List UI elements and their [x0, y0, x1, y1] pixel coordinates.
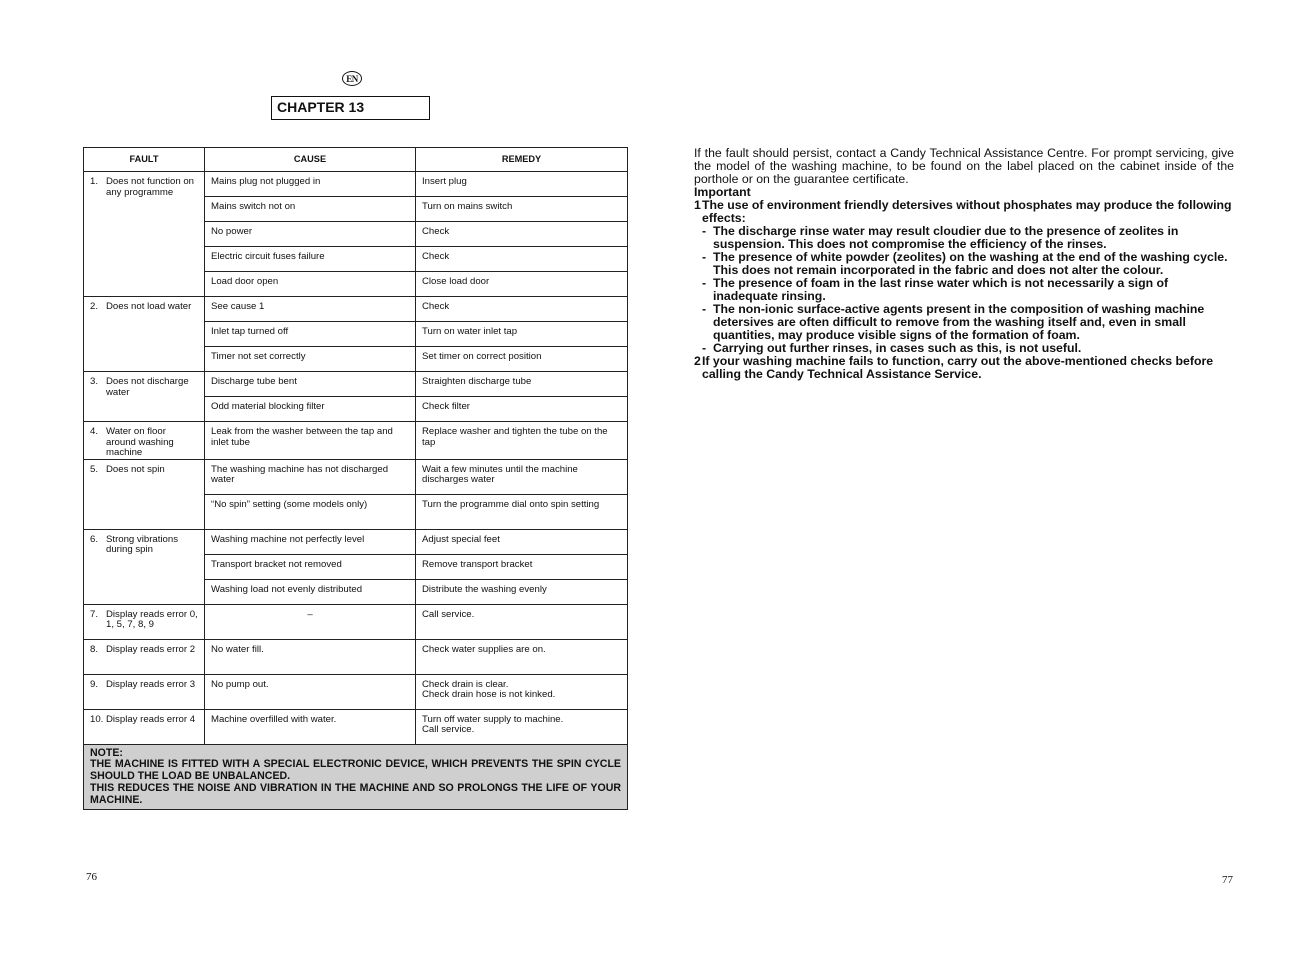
- page-number-left: 76: [86, 871, 97, 883]
- important-item: [694, 199, 1234, 355]
- table-row: [84, 297, 628, 322]
- cause-cell: Odd material blocking filter: [205, 397, 416, 422]
- effect-text: Carrying out further rinses, in cases such as this, is not useful.: [713, 341, 1082, 355]
- effect-item: [702, 303, 1234, 342]
- dash-bullet: -: [702, 276, 707, 290]
- effect-item: [702, 225, 1234, 251]
- fault-cell: [84, 604, 205, 639]
- effect-text: The presence of white powder (zeolites) on the washing at the end of the washing cycle. This does not remain incorporated in the fabric and does not alter the colour.: [713, 250, 1228, 277]
- header-cause: CAUSE: [205, 148, 416, 172]
- chapter-title: CHAPTER 13: [271, 96, 430, 120]
- table-row: [84, 709, 628, 744]
- table-row: [84, 372, 628, 397]
- effect-text: The non-ionic surface-active agents present in the composition of washing machine detersives are often difficult to remove from the washing itself and, even in small quantities, may produce visible signs of the formation of foam.: [713, 302, 1205, 342]
- remedy-cell: Remove transport bracket: [416, 554, 628, 579]
- remedy-cell: Distribute the washing evenly: [416, 579, 628, 604]
- remedy-cell: Check filter: [416, 397, 628, 422]
- effect-text: The discharge rinse water may result cloudier due to the presence of zeolites in suspension. This does not compromise the efficiency of the rinses.: [713, 224, 1179, 251]
- remedy-cell: Check: [416, 222, 628, 247]
- remedy-cell: Close load door: [416, 272, 628, 297]
- effects-list: [702, 225, 1234, 355]
- cause-cell: Load door open: [205, 272, 416, 297]
- important-item: [694, 355, 1234, 381]
- remedy-cell: Straighten discharge tube: [416, 372, 628, 397]
- table-row: [84, 639, 628, 674]
- fault-number: 1.: [90, 176, 99, 187]
- note-line-1: THE MACHINE IS FITTED WITH A SPECIAL ELECTRONIC DEVICE, WHICH PREVENTS THE SPIN CYCLE SHOULD THE LOAD BE UNBALANCED.: [90, 758, 621, 783]
- table-body: [84, 172, 628, 745]
- fault-description: Display reads error 4: [106, 713, 196, 725]
- fault-number: 2.: [90, 301, 99, 312]
- remedy-cell: Check drain is clear. Check drain hose is not kinked.: [416, 674, 628, 709]
- fault-cell: [84, 422, 205, 460]
- table-row: [84, 172, 628, 197]
- remedy-cell: Turn on water inlet tap: [416, 322, 628, 347]
- cause-cell: Timer not set correctly: [205, 347, 416, 372]
- fault-item: [90, 377, 198, 398]
- page-number-right: 77: [1222, 874, 1233, 886]
- remedy-cell: Replace washer and tighten the tube on the tap: [416, 422, 628, 460]
- fault-number: 6.: [90, 533, 99, 545]
- cause-cell: The washing machine has not discharged water: [205, 459, 416, 494]
- dash-bullet: -: [702, 224, 707, 238]
- fault-number: 10.: [90, 713, 104, 725]
- fault-number: 4.: [90, 426, 99, 437]
- cause-cell: Machine overfilled with water.: [205, 709, 416, 744]
- important-item-number: 2: [694, 354, 701, 368]
- remedy-cell: Set timer on correct position: [416, 347, 628, 372]
- header-fault: FAULT: [84, 148, 205, 172]
- fault-cell: [84, 529, 205, 604]
- right-page-content: [694, 147, 1234, 381]
- note-label: NOTE:: [90, 746, 123, 759]
- fault-description: Does not function on any programme: [106, 176, 195, 198]
- fault-item: [90, 610, 198, 631]
- fault-description: Does not discharge water: [106, 376, 189, 398]
- note-cell: [84, 744, 628, 810]
- cause-cell: Discharge tube bent: [205, 372, 416, 397]
- cause-cell: See cause 1: [205, 297, 416, 322]
- cause-cell: Transport bracket not removed: [205, 554, 416, 579]
- fault-number: 5.: [90, 463, 99, 475]
- important-heading: Important: [694, 185, 751, 199]
- fault-cell: [84, 459, 205, 529]
- fault-description: Display reads error 0, 1, 5, 7, 8, 9: [106, 608, 198, 630]
- dash-bullet: -: [702, 341, 707, 355]
- remedy-cell: Call service.: [416, 604, 628, 639]
- note-row: [84, 744, 628, 810]
- cause-cell: “No spin” setting (some models only): [205, 494, 416, 529]
- remedy-cell: Turn the programme dial onto spin setting: [416, 494, 628, 529]
- table-row: [84, 604, 628, 639]
- table-row: [84, 459, 628, 494]
- fault-item: [90, 535, 198, 556]
- cause-cell: Electric circuit fuses failure: [205, 247, 416, 272]
- fault-item: [90, 680, 198, 691]
- dash-bullet: -: [702, 250, 707, 264]
- fault-description: Does not spin: [106, 463, 165, 475]
- important-item-number: 1: [694, 198, 701, 212]
- language-badge-en: EN: [342, 71, 362, 86]
- table-row: [84, 674, 628, 709]
- fault-item: [90, 177, 198, 198]
- fault-item: [90, 302, 198, 313]
- fault-item: [90, 715, 198, 726]
- table-header-row: [84, 148, 628, 172]
- cause-cell: Mains switch not on: [205, 197, 416, 222]
- cause-cell: Inlet tap turned off: [205, 322, 416, 347]
- fault-item: [90, 465, 198, 476]
- fault-number: 9.: [90, 678, 99, 690]
- intro-paragraph: If the fault should persist, contact a Candy Technical Assistance Centre. For prompt servicing, give the model of the washing machine, to be found on the label placed on the cabinet inside of the porthole or on the guarantee certificate.: [694, 146, 1234, 186]
- fault-item: [90, 427, 198, 459]
- header-remedy: REMEDY: [416, 148, 628, 172]
- fault-description: Water on floor around washing machine: [106, 426, 174, 458]
- cause-cell: –: [205, 604, 416, 639]
- remedy-cell: Turn off water supply to machine. Call service.: [416, 709, 628, 744]
- troubleshooting-table: [83, 147, 628, 810]
- cause-cell: Washing load not evenly distributed: [205, 579, 416, 604]
- fault-description: Does not load water: [106, 301, 192, 312]
- remedy-cell: Adjust special feet: [416, 529, 628, 554]
- cause-cell: Washing machine not perfectly level: [205, 529, 416, 554]
- cause-cell: No pump out.: [205, 674, 416, 709]
- remedy-cell: Turn on mains switch: [416, 197, 628, 222]
- fault-description: Strong vibrations during spin: [106, 533, 178, 555]
- cause-cell: Leak from the washer between the tap and inlet tube: [205, 422, 416, 460]
- fault-number: 3.: [90, 376, 99, 387]
- fault-description: Display reads error 3: [106, 678, 196, 690]
- important-item-text: The use of environment friendly detersives without phosphates may produce the following effects:: [702, 198, 1232, 225]
- cause-cell: No power: [205, 222, 416, 247]
- fault-item: [90, 645, 198, 656]
- remedy-cell: Wait a few minutes until the machine discharges water: [416, 459, 628, 494]
- fault-description: Display reads error 2: [106, 643, 196, 655]
- effect-item: [702, 277, 1234, 303]
- fault-cell: [84, 639, 205, 674]
- cause-cell: Mains plug not plugged in: [205, 172, 416, 197]
- remedy-cell: Check: [416, 297, 628, 322]
- remedy-cell: Insert plug: [416, 172, 628, 197]
- important-list: [694, 199, 1234, 381]
- fault-cell: [84, 709, 205, 744]
- table-row: [84, 422, 628, 460]
- fault-cell: [84, 172, 205, 297]
- fault-cell: [84, 372, 205, 422]
- table-row: [84, 529, 628, 554]
- effect-item: [702, 251, 1234, 277]
- important-item-text: If your washing machine fails to function, carry out the above-mentioned checks before calling the Candy Technical Assistance Service.: [702, 354, 1214, 381]
- effect-text: The presence of foam in the last rinse water which is not necessarily a sign of inadequate rinsing.: [713, 276, 1169, 303]
- remedy-cell: Check: [416, 247, 628, 272]
- remedy-cell: Check water supplies are on.: [416, 639, 628, 674]
- fault-cell: [84, 674, 205, 709]
- fault-number: 8.: [90, 643, 99, 655]
- fault-cell: [84, 297, 205, 372]
- fault-number: 7.: [90, 608, 99, 620]
- note-line-2: THIS REDUCES THE NOISE AND VIBRATION IN THE MACHINE AND SO PROLONGS THE LIFE OF YOUR MACHINE.: [90, 781, 621, 806]
- dash-bullet: -: [702, 302, 707, 316]
- cause-cell: No water fill.: [205, 639, 416, 674]
